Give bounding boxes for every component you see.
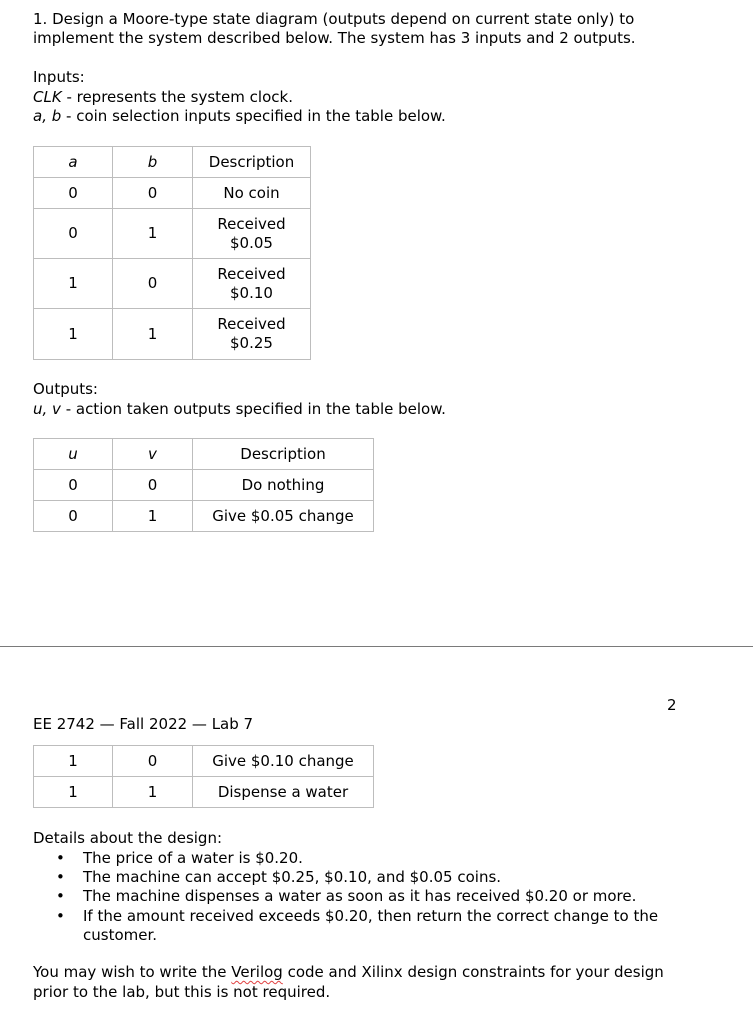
spellcheck-word: Verilog [231,963,283,981]
bullet-icon: • [56,887,65,906]
page-number: 2 [667,696,677,714]
outputs-heading: Outputs: [33,380,98,398]
cell-b: 1 [113,309,193,360]
cell-v: 1 [113,777,193,808]
uv-line [33,400,446,419]
table-row [34,259,311,309]
col-header-a: a [34,147,113,178]
table-row [34,309,311,360]
table-header-row [34,147,311,178]
col-header-u: u [34,439,113,470]
cell-v: 1 [113,501,193,532]
cell-b: 0 [113,259,193,309]
footer-line-2: prior to the lab, but this is not required. [33,983,331,1001]
clk-line [33,88,293,107]
table-row [34,209,311,259]
page-header: EE 2742 — Fall 2022 — Lab 7 [33,715,254,733]
list-item: • The price of a water is $0.20. [56,849,303,867]
desc-line-2: $0.10 [230,283,273,302]
desc-line-2: $0.05 [230,233,273,252]
uv-name: u, v [33,400,61,418]
details-heading: Details about the design: [33,829,223,847]
clk-desc: - represents the system clock. [61,88,293,106]
cell-a: 0 [34,178,113,209]
cell-b: 1 [113,209,193,259]
bullet-icon: • [56,849,65,867]
outputs-table-continued [33,745,374,808]
cell-b: 0 [113,178,193,209]
cell-description [193,309,311,360]
desc-line-1: Received [217,214,286,233]
col-header-v: v [113,439,193,470]
table-row [34,178,311,209]
cell-u: 1 [34,777,113,808]
cell-v: 0 [113,470,193,501]
table-row [34,470,374,501]
ab-name: a, b [33,107,62,125]
col-header-b: b [113,147,193,178]
list-item: • If the amount received exceeds $0.20, then return the correct change to the customer. [56,906,659,944]
ab-desc: - coin selection inputs specified in the table below. [61,107,446,125]
cell-description: No coin [193,178,311,209]
inputs-heading: Inputs: [33,68,85,86]
details-list [56,849,683,945]
cell-a: 1 [34,309,113,360]
desc-line-1: Received [217,315,286,333]
uv-desc: - action taken outputs specified in the table below. [60,400,446,418]
col-header-description: Description [193,439,374,470]
cell-description: Do nothing [193,470,374,501]
page-divider [0,646,753,647]
bullet-icon: • [56,868,65,887]
table-row [34,777,374,808]
outputs-table [33,438,374,532]
table-header-row [34,439,374,470]
problem-line-1: 1. Design a Moore-type state diagram (outputs depend on current state only) to [33,10,635,28]
cell-a: 0 [34,209,113,259]
problem-line-2: implement the system described below. The system has 3 inputs and 2 outputs. [33,29,636,47]
cell-u: 1 [34,746,113,777]
col-header-description: Description [193,147,311,178]
table-row [34,746,374,777]
desc-line-1: Received [217,264,286,283]
cell-description [193,209,311,259]
cell-description: Give $0.10 change [193,746,374,777]
footer-line-1: You may wish to write the Verilog code and Xilinx design constraints for your design [33,963,664,981]
cell-a: 1 [34,259,113,309]
cell-u: 0 [34,501,113,532]
clk-name: CLK [33,88,62,106]
cell-v: 0 [113,746,193,777]
bullet-icon: • [56,906,65,925]
cell-description [193,259,311,309]
desc-line-2: $0.25 [230,334,273,352]
ab-line [33,107,446,126]
list-item: • The machine can accept $0.25, $0.10, and $0.05 coins. [56,868,502,887]
table-row [34,501,374,532]
cell-description: Give $0.05 change [193,501,374,532]
cell-u: 0 [34,470,113,501]
list-item: • The machine dispenses a water as soon as it has received $0.20 or more. [56,887,637,906]
cell-description: Dispense a water [193,777,374,808]
inputs-table [33,146,311,360]
